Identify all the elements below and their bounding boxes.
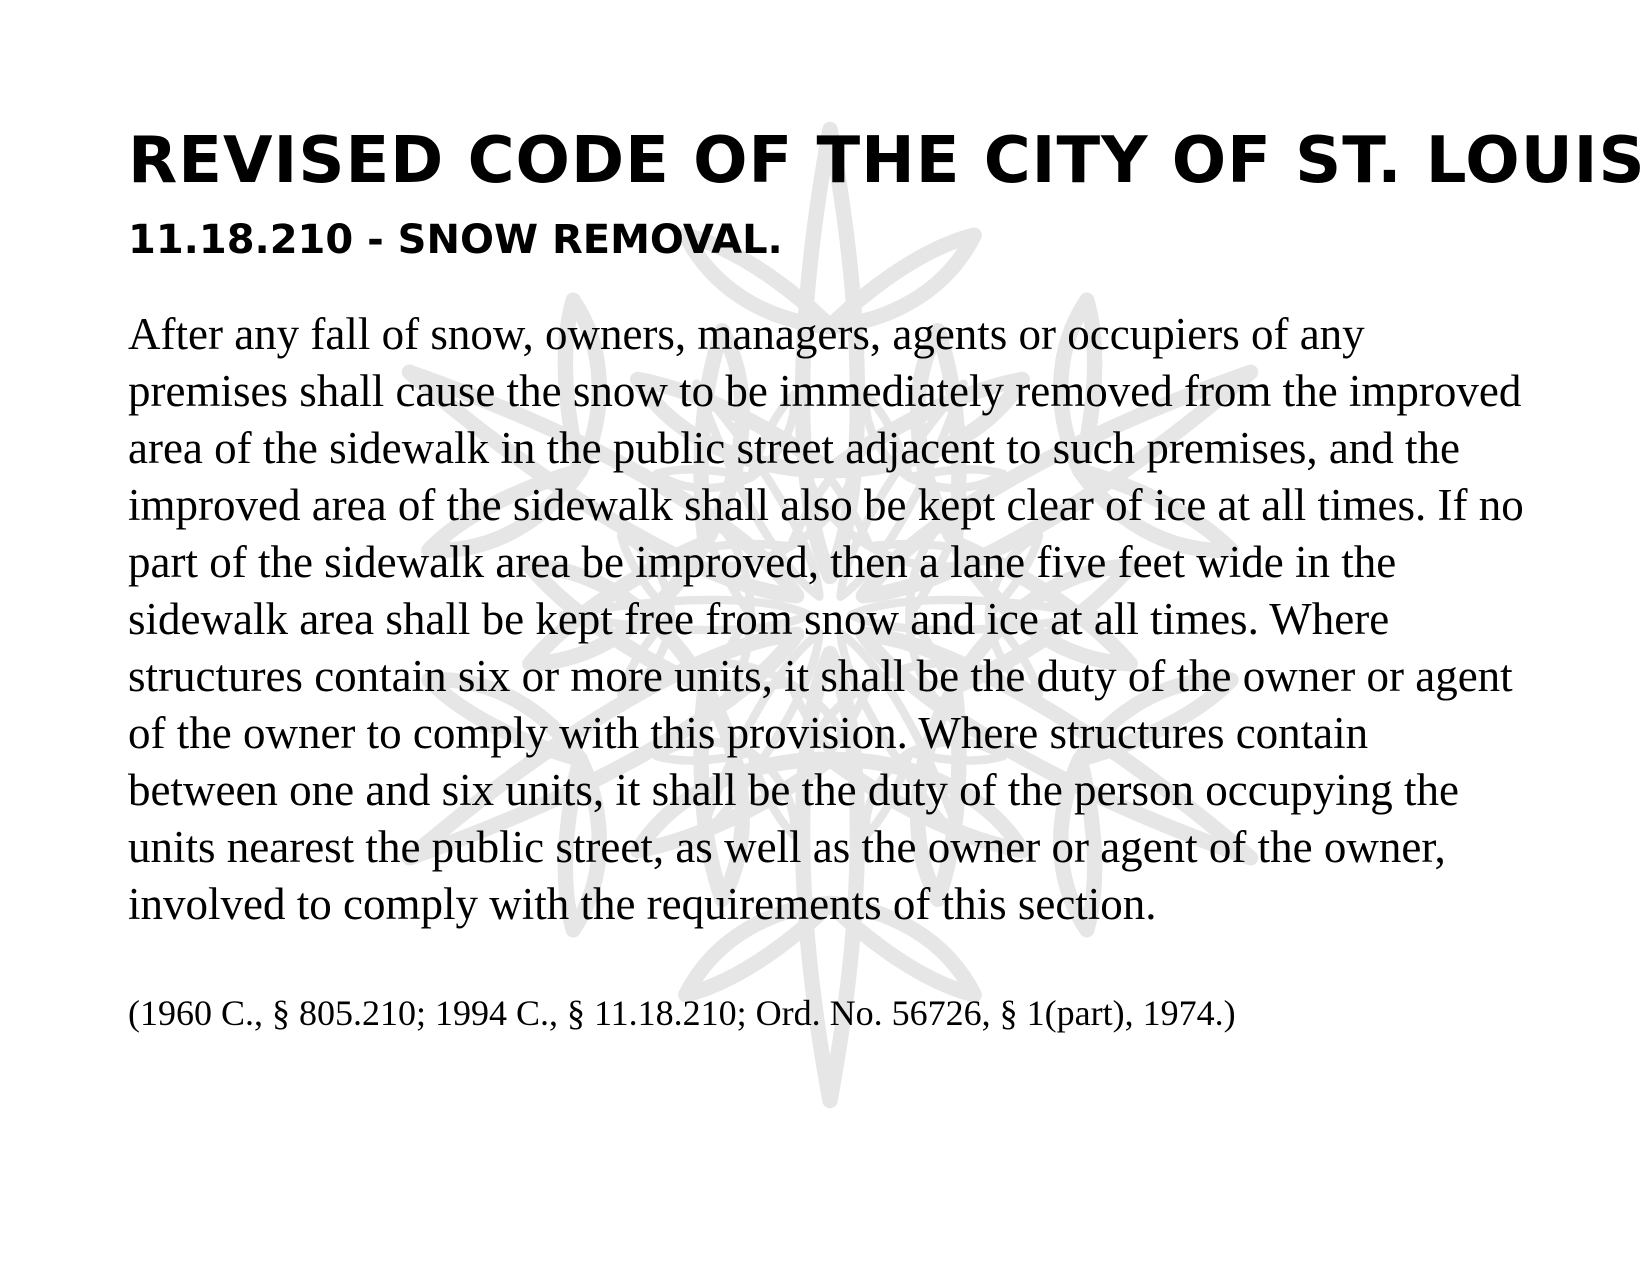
section-body: After any fall of snow, owners, managers, agents or occupiers of any premises shall cause the snow to be immediately removed from the improved area of the sidewalk in the public street adjacent to such premises, and the improved area of the sidewalk shall also be kept clear of ice at all times. If no part of the sidewalk area be improved, then a lane five feet wide in the sidewalk area shall be kept free from snow and ice at all times. Where structures contain six or more units, it shall be the duty of the owner or agent of the owner to comply with this provision. Where structures contain between one and six units, it shall be the duty of the person occupying the units nearest the public street, as well as the owner or agent of the owner, involved to comply with the requirements of this section. — [128, 309, 1524, 929]
document-content — [128, 120, 1646, 1035]
document-title: REVISED CODE OF THE CITY OF ST. LOUIS — [128, 124, 1646, 198]
section-citation: (1960 C., § 805.210; 1994 C., § 11.18.210; Ord. No. 56726, § 1(part), 1974.) — [128, 993, 1236, 1033]
section-heading: 11.18.210 - SNOW REMOVAL. — [128, 217, 783, 263]
